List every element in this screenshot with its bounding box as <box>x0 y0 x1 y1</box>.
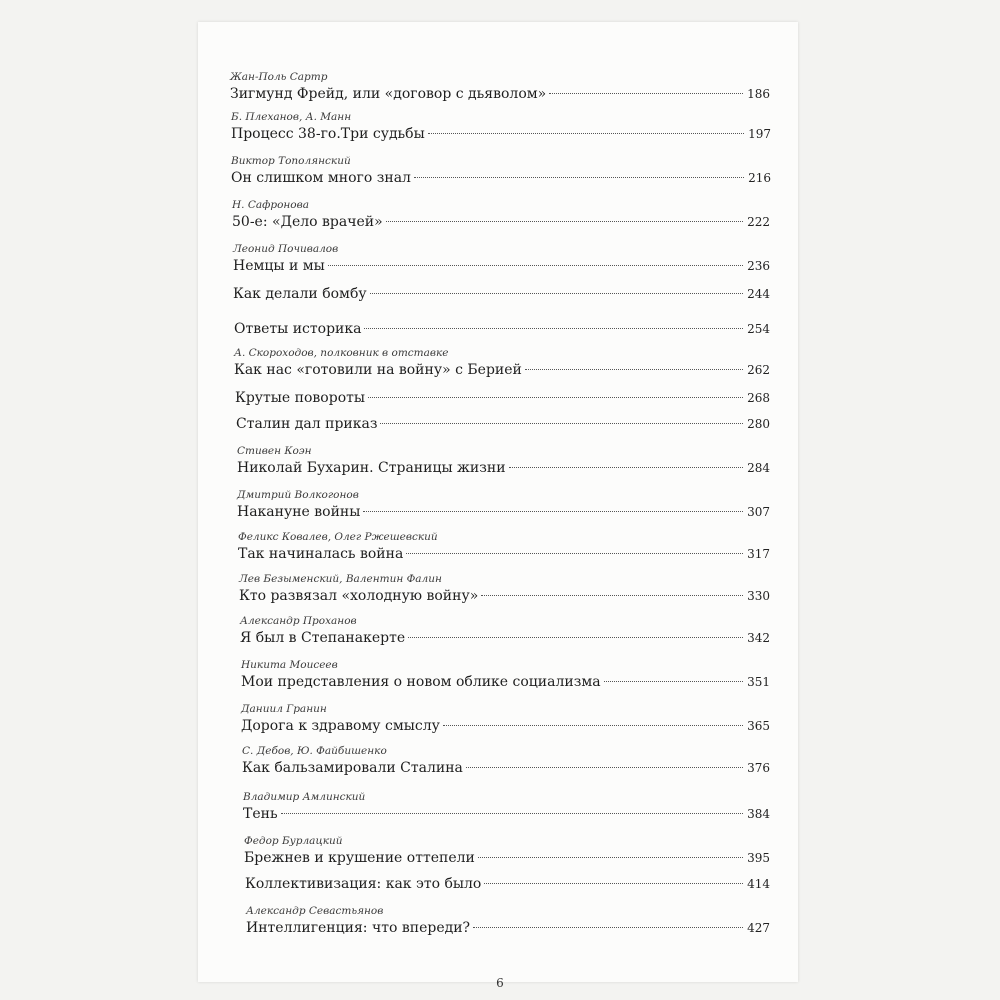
toc-page-number: 186 <box>747 87 770 101</box>
toc-page-number: 427 <box>747 921 770 935</box>
leader-dots <box>473 927 743 928</box>
toc-page-number: 254 <box>747 322 770 336</box>
toc-author: Даниил Гранин <box>241 703 327 715</box>
toc-author: Александр Севастьянов <box>246 905 384 917</box>
toc-page-number: 197 <box>748 127 771 141</box>
toc-page-number: 262 <box>747 363 770 377</box>
toc-page-number: 376 <box>747 761 770 775</box>
toc-title: Дорога к здравому смыслу <box>241 718 440 734</box>
toc-page-number: 236 <box>747 259 770 273</box>
leader-dots <box>443 725 743 726</box>
toc-author: Жан-Поль Сартр <box>230 71 328 83</box>
toc-entry <box>240 614 770 648</box>
leader-dots <box>380 423 743 424</box>
toc-author: Леонид Почивалов <box>233 243 339 255</box>
toc-author: Александр Проханов <box>240 615 357 627</box>
toc-title: Я был в Степанакерте <box>240 630 406 646</box>
toc-title: Николай Бухарин. Страницы жизни <box>237 460 506 476</box>
leader-dots <box>481 595 743 596</box>
toc-entry <box>242 744 770 778</box>
toc-author: А. Скороходов, полковник в отставке <box>234 347 449 359</box>
toc-title: Процесс 38-го.Три судьбы <box>231 126 425 142</box>
toc-author: Федор Бурлацкий <box>244 835 343 847</box>
leader-dots <box>478 857 743 858</box>
leader-dots <box>363 511 743 512</box>
toc-title: Накануне войны <box>237 504 361 520</box>
toc-entry <box>237 488 770 522</box>
toc-author: Феликс Ковалев, Олег Ржешевский <box>238 531 438 543</box>
toc-title: Немцы и мы <box>233 258 325 274</box>
leader-dots <box>509 467 743 468</box>
leader-dots <box>428 133 744 134</box>
toc-entry <box>234 319 770 339</box>
toc-page-number: 317 <box>747 547 770 561</box>
toc-page-number: 365 <box>747 719 770 733</box>
toc-entry <box>235 388 770 408</box>
leader-dots <box>604 681 743 682</box>
toc-author: Лев Безыменский, Валентин Фалин <box>239 573 442 585</box>
toc-entry <box>231 110 771 144</box>
toc-page-number: 280 <box>747 417 770 431</box>
toc-entry <box>231 154 771 188</box>
toc-page-number: 307 <box>747 505 770 519</box>
toc-title: Как нас «готовили на войну» с Берией <box>234 362 522 378</box>
toc-entry <box>244 834 770 868</box>
toc-entry <box>237 444 770 478</box>
toc-title: Брежнев и крушение оттепели <box>244 850 475 866</box>
page-number: 6 <box>496 976 504 990</box>
toc-entry <box>230 70 770 104</box>
toc-page-number: 384 <box>747 807 770 821</box>
toc-entry <box>233 242 770 276</box>
toc-author: С. Дебов, Ю. Файбишенко <box>242 745 387 757</box>
toc-title: 50-е: «Дело врачей» <box>232 214 383 230</box>
leader-dots <box>466 767 743 768</box>
toc-title: Зигмунд Фрейд, или «договор с дьяволом» <box>230 86 547 102</box>
toc-page-number: 244 <box>747 287 770 301</box>
toc-entry <box>246 904 770 938</box>
leader-dots <box>281 813 743 814</box>
toc-author: Никита Моисеев <box>241 659 338 671</box>
leader-dots <box>386 221 743 222</box>
toc-entry <box>233 284 770 304</box>
toc-title: Крутые повороты <box>235 390 366 406</box>
toc-title: Интеллигенция: что впереди? <box>246 920 471 936</box>
toc-page-number: 351 <box>747 675 770 689</box>
toc-title: Ответы историка <box>234 321 362 337</box>
toc-title: Тень <box>243 806 278 822</box>
toc-page-number: 330 <box>747 589 770 603</box>
toc-page-number: 284 <box>747 461 770 475</box>
toc-title: Коллективизация: как это было <box>245 876 482 892</box>
leader-dots <box>364 328 743 329</box>
toc-page-number: 395 <box>747 851 770 865</box>
toc-entry <box>243 790 770 824</box>
toc-entry <box>236 414 770 434</box>
leader-dots <box>549 93 743 94</box>
toc-title: Так начиналась война <box>238 546 404 562</box>
leader-dots <box>328 265 743 266</box>
toc-page-number: 414 <box>747 877 770 891</box>
leader-dots <box>406 553 743 554</box>
toc-entry <box>241 658 770 692</box>
leader-dots <box>408 637 743 638</box>
toc-title: Мои представления о новом облике социализма <box>241 674 601 690</box>
toc-entry <box>245 874 770 894</box>
toc-page-number: 222 <box>747 215 770 229</box>
toc-author: Виктор Тополянский <box>231 155 351 167</box>
leader-dots <box>370 293 743 294</box>
leader-dots <box>484 883 743 884</box>
toc-title: Кто развязал «холодную войну» <box>239 588 479 604</box>
toc-entry <box>234 346 770 380</box>
toc-page-number: 342 <box>747 631 770 645</box>
toc-entry <box>239 572 770 606</box>
leader-dots <box>525 369 743 370</box>
leader-dots <box>368 397 743 398</box>
toc-page-number: 216 <box>748 171 771 185</box>
toc-author: Б. Плеханов, А. Манн <box>231 111 352 123</box>
leader-dots <box>414 177 744 178</box>
toc-author: Владимир Амлинский <box>243 791 366 803</box>
toc-entry <box>241 702 770 736</box>
toc-title: Сталин дал приказ <box>236 416 378 432</box>
toc-title: Как делали бомбу <box>233 286 367 302</box>
toc-author: Дмитрий Волкогонов <box>237 489 359 501</box>
toc-entry <box>238 530 770 564</box>
toc-title: Он слишком много знал <box>231 170 411 186</box>
toc-author: Н. Сафронова <box>232 199 309 211</box>
toc-page-number: 268 <box>747 391 770 405</box>
toc-title: Как бальзамировали Сталина <box>242 760 463 776</box>
toc-entry <box>232 198 770 232</box>
toc-author: Стивен Коэн <box>237 445 312 457</box>
